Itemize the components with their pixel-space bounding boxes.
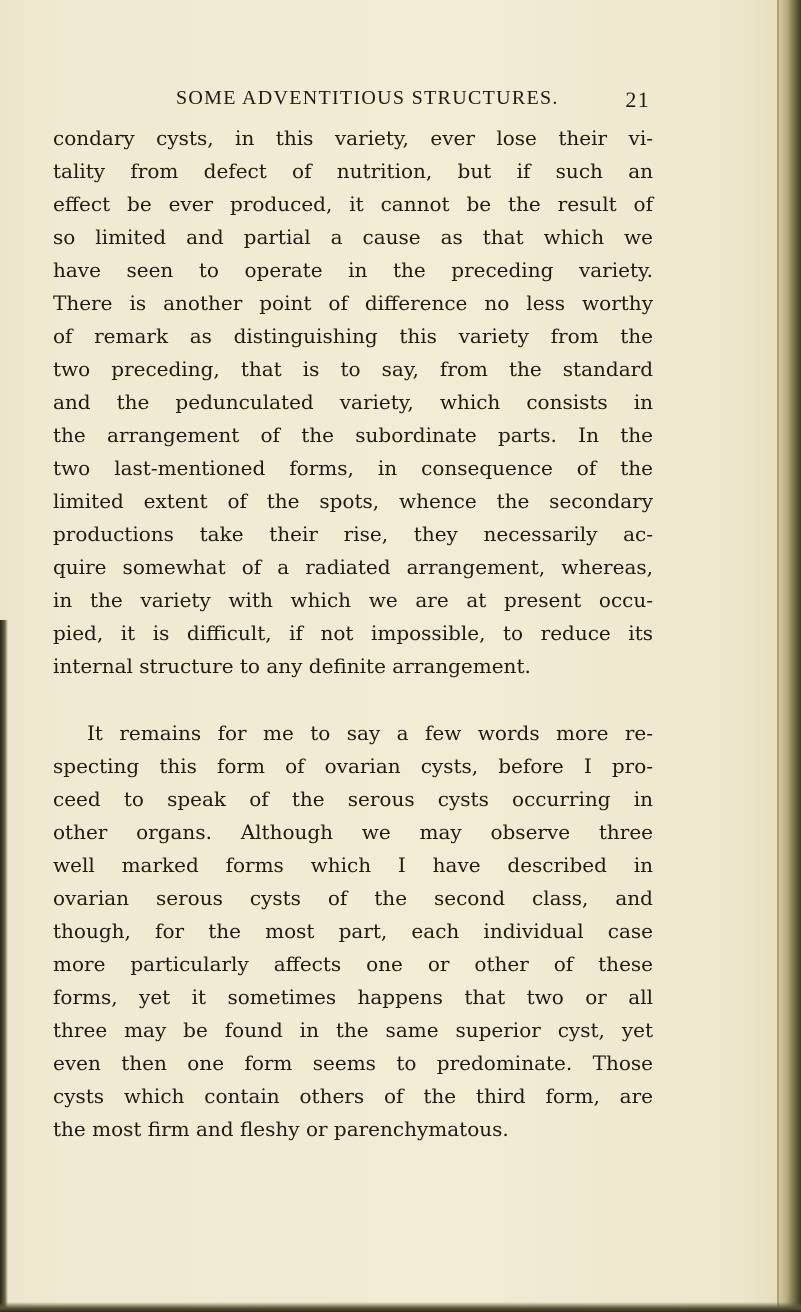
paragraph-spacer	[53, 683, 653, 717]
text-line: ceed to speak of the serous cysts occurring in	[53, 787, 653, 811]
text-line: well marked forms which I have described in	[53, 853, 653, 877]
text-line: so limited and partial a cause as that which we	[53, 225, 653, 249]
text-line: even then one form seems to predominate. Those	[53, 1051, 653, 1075]
text-line: forms, yet it sometimes happens that two or all	[53, 985, 653, 1009]
paragraph-1	[53, 122, 653, 683]
text-line: cysts which contain others of the third form, are	[53, 1084, 653, 1108]
text-line: ovarian serous cysts of the second class, and	[53, 886, 653, 910]
text-line: two last-mentioned forms, in consequence of the	[53, 456, 653, 480]
text-line: the arrangement of the subordinate parts. In the	[53, 423, 653, 447]
text-line: It remains for me to say a few words more re-	[87, 721, 653, 745]
text-line: internal structure to any definite arrangement.	[53, 654, 531, 678]
text-line: tality from defect of nutrition, but if such an	[53, 159, 653, 183]
text-line: pied, it is difficult, if not impossible, to reduce its	[53, 621, 653, 645]
text-line: have seen to operate in the preceding variety.	[53, 258, 653, 282]
page-left-edge-shadow	[0, 620, 8, 1312]
running-title: SOME ADVENTITIOUS STRUCTURES.	[176, 87, 559, 109]
text-line: of remark as distinguishing this variety from the	[53, 324, 653, 348]
book-gutter-shadow	[777, 0, 801, 1312]
text-line: limited extent of the spots, whence the secondary	[53, 489, 653, 513]
page-number: 21	[625, 87, 650, 112]
paragraph-2	[53, 717, 653, 1146]
gutter-line	[777, 0, 779, 1312]
text-line: specting this form of ovarian cysts, before I pro-	[53, 754, 653, 778]
text-line: quire somewhat of a radiated arrangement, whereas,	[53, 555, 653, 579]
text-line: effect be ever produced, it cannot be the result of	[53, 192, 653, 216]
text-line: more particularly affects one or other of these	[53, 952, 653, 976]
text-line: condary cysts, in this variety, ever lose their vi-	[53, 126, 653, 150]
text-line: two preceding, that is to say, from the standard	[53, 357, 653, 381]
text-line: productions take their rise, they necessarily ac-	[53, 522, 653, 546]
page-bottom-edge-shadow	[0, 1302, 801, 1312]
text-line: though, for the most part, each individual case	[53, 919, 653, 943]
text-line: three may be found in the same superior cyst, yet	[53, 1018, 653, 1042]
page-header	[176, 87, 650, 113]
text-line: the most firm and fleshy or parenchymatous.	[53, 1117, 509, 1141]
text-line: in the variety with which we are at present occu-	[53, 588, 653, 612]
text-line: There is another point of difference no less worthy	[53, 291, 653, 315]
text-line: other organs. Although we may observe three	[53, 820, 653, 844]
text-line: and the pedunculated variety, which consists in	[53, 390, 653, 414]
body-text	[53, 122, 653, 1146]
